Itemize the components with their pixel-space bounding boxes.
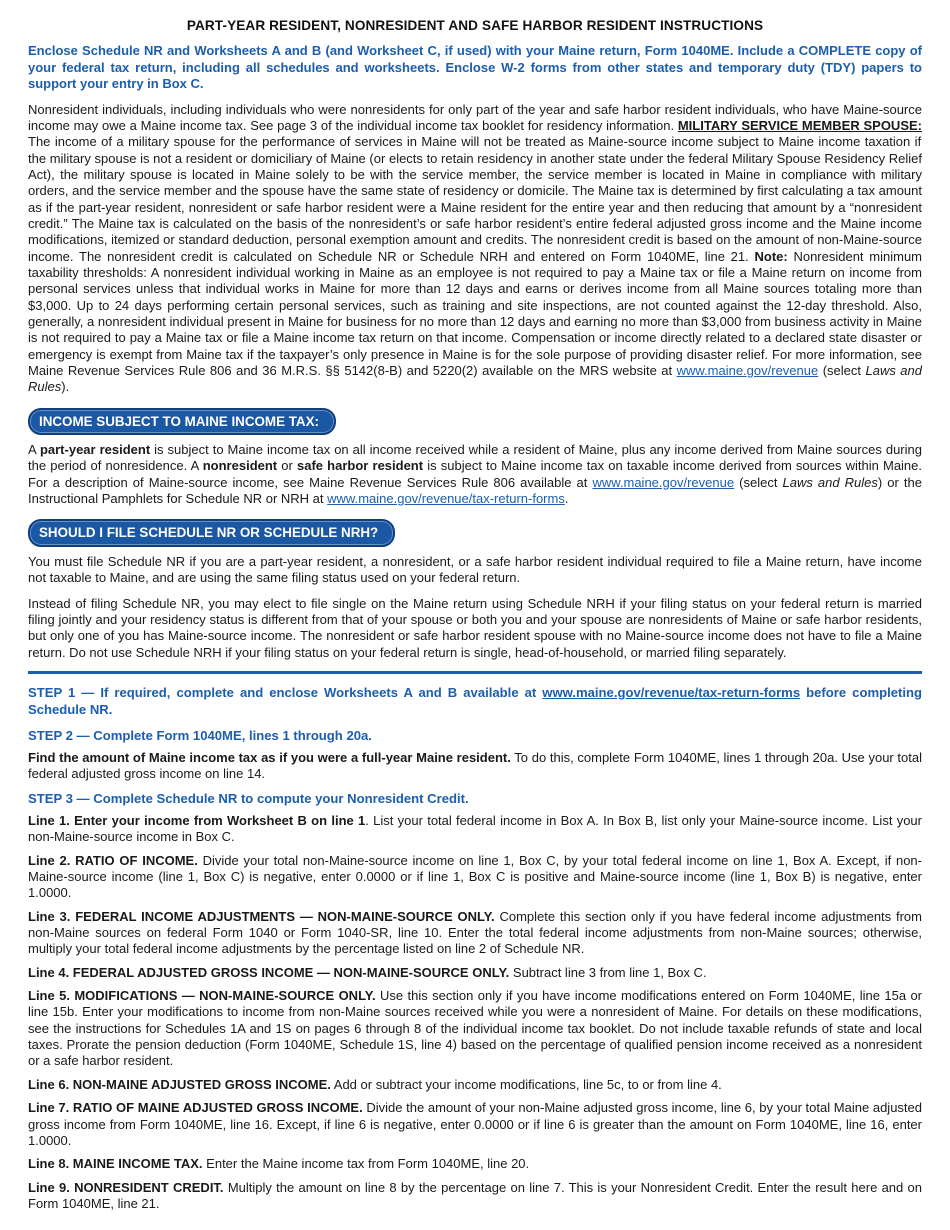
text-segment: (select: [818, 363, 866, 378]
text-segment: STEP 2 — Complete Form 1040ME, lines 1 through 20a.: [28, 728, 372, 744]
text-segment: Laws and Rules: [782, 474, 878, 490]
text-segment: or: [277, 458, 298, 474]
step-1-block: [28, 685, 922, 718]
text-segment: . List your total federal income in Box A. In Box B, list only your Maine-source income. List your non-Maine-source income in Box C.: [28, 813, 922, 845]
text-segment: Subtract line 3 from line 1, Box C.: [509, 964, 707, 980]
text-segment: Line 5. MODIFICATIONS — NON-MAINE-SOURCE ONLY.: [28, 988, 376, 1004]
section-income-subject: [28, 403, 922, 508]
text-segment: STEP 3 — Complete Schedule NR to compute your Nonresident Credit.: [28, 791, 469, 807]
text-segment: part-year resident: [39, 442, 151, 458]
text-segment: .: [564, 491, 569, 507]
intro-paragraph: [28, 102, 922, 396]
text-segment: Line 2. RATIO OF INCOME.: [28, 852, 198, 868]
page-title: PART-YEAR RESIDENT, NONRESIDENT AND SAFE HARBOR RESIDENT INSTRUCTIONS: [186, 18, 764, 33]
text-segment: Line 7. RATIO OF MAINE ADJUSTED GROSS INCOME.: [28, 1100, 363, 1116]
text-segment: Line 8. MAINE INCOME TAX.: [28, 1156, 203, 1172]
line-1-instruction: [28, 813, 922, 846]
step-3-block: [28, 791, 922, 1212]
text-segment: ) or the Instructional Pamphlets for Schedule NR or NRH at: [28, 474, 922, 507]
step-2-instruction: [28, 750, 922, 783]
income-subject-paragraph: [28, 442, 922, 507]
enclosure-notice: [28, 43, 922, 93]
should-i-file-paragraph-1: [28, 554, 922, 587]
line-3-instruction: [28, 909, 922, 958]
text-segment: is subject to Maine income tax on taxable income derived from sources within Maine. For a description of Maine-source income, see Maine Revenue Services Rule 806 available at: [28, 458, 923, 490]
text-segment: A: [28, 442, 40, 458]
text-segment: Line 6. NON-MAINE ADJUSTED GROSS INCOME.: [28, 1076, 331, 1092]
text-segment: Multiply the amount on line 8 by the percentage on line 7. This is your Nonresident Credit. Enter the result here and on Form 1040ME, line 21.: [28, 1179, 922, 1211]
text-segment: You must file Schedule NR if you are a part-year resident, a nonresident, or a safe harbor resident individual required to file a Maine return, have income not taxable to Maine, and are using the same filing status used on your federal return.: [28, 553, 922, 586]
section-header-should-i-file: SHOULD I FILE SCHEDULE NR OR SCHEDULE NRH?: [28, 519, 395, 546]
text-segment: MILITARY SERVICE MEMBER SPOUSE:: [677, 117, 922, 133]
step-3-heading: [28, 791, 922, 808]
text-segment: Find the amount of Maine income tax as if you were a full-year Maine resident.: [28, 749, 511, 765]
text-segment: safe harbor resident: [297, 458, 424, 474]
text-segment: Line 9. NONRESIDENT CREDIT.: [28, 1179, 224, 1195]
line-5-instruction: [28, 988, 922, 1070]
text-segment: The income of a military spouse for the performance of services in Maine will not be treated as Maine-source income subject to Maine income taxation if the military spouse is not a resident or domiciliary of Maine (or elects to retain residency in another state under the federal Military Spouse Residency Relief Act), the military spouse is located in Maine solely to be with the service member, the service member is located in Maine in compliance with military orders, and the service member and the spouse have the same state of residency or domicile. The Maine tax is determined by first calculating a tax amount as if the part-year resident, nonresident or safe harbor resident were a Maine resident for the entire year and then reducing that amount by a “nonresident credit.” The Maine tax is calculated on the basis of the nonresident’s or safe harbor resident’s entire federal adjusted gross income and the Maine income modifications, itemized or standard deduction, personal exemption amount and credits. The nonresident credit is based on the amount of non-Maine-source income. The nonresident credit is calculated on Schedule NR or Schedule NRH and entered on Form 1040ME, line 21.: [28, 134, 922, 264]
text-segment: To do this, complete Form 1040ME, lines 1 through 20a. Use your total federal adjusted gross income on line 14.: [28, 749, 923, 782]
text-segment: Line 1. Enter your income from Worksheet B on line 1: [28, 813, 366, 828]
text-segment: Complete this section only if you have federal income adjustments from non-Maine sources on federal Form 1040 or Form 1040-SR, line 10. Enter the total federal income adjustments from non-Maine sources; otherwise, multiply your total federal income adjustments by the percentage listed on line 2 of Schedule NR.: [28, 908, 922, 957]
line-6-instruction: [28, 1077, 922, 1093]
text-segment: (select: [734, 474, 783, 490]
text-segment: Line 4. FEDERAL ADJUSTED GROSS INCOME — NON-MAINE-SOURCE ONLY.: [28, 964, 510, 980]
text-segment: Use this section only if you have income modifications entered on Form 1040ME, line 15a or line 15b. Enter your modifications to income from non-Maine sources received while you were a nonresident of Maine. For details on these modifications, see the instructions for Schedules 1A and 1S on pages 6 through 8 of the individual income tax booklet. Do not include taxable refunds of state and local taxes. Prorate the pension deduction (Form 1040ME, Schedule 1S, line 4) based on the percentage of qualified pension income received as a nonresident or a safe harbor resident.: [28, 988, 922, 1069]
text-segment: is subject to Maine income tax on all income received while a resident of Maine, plus any income derived from Maine sources during the period of nonresidence. A: [28, 442, 922, 474]
step-2-block: [28, 728, 922, 782]
text-segment: Instead of filing Schedule NR, you may elect to file single on the Maine return using Schedule NRH if your filing status on your federal return is married filing jointly and your residency status is different from that of your spouse or both you and your spouse are nonresidents of Maine or safe harbor residents, but only one of you has Maine-source income. The nonresident or safe harbor resident spouse with no Maine-source income does not have to file a Maine return. Do not use Schedule NRH if your filing status on your federal return is single, head-of-household, or married filing separately.: [28, 595, 922, 660]
text-segment: nonresident: [202, 458, 278, 474]
inline-link[interactable]: www.maine.gov/revenue: [676, 363, 819, 378]
line-9-instruction: [28, 1180, 922, 1213]
line-8-instruction: [28, 1156, 922, 1172]
text-segment: Note:: [754, 248, 788, 264]
text-segment: Nonresident minimum taxability thresholds: A nonresident individual working in Maine as an employee is not required to pay a Maine tax or file a Maine return on income from personal services unless that individual works in Maine for more than 12 days and earns or derives income from all Maine sources totaling more than $3,000. Up to 24 days performing certain personal services, such as training and site inspections, are not counted against the 12-day threshold. Also, generally, a nonresident individual present in Maine for business for no more than 12 days and earning no more than $3,000 from business activity in Maine is not required to pay a Maine tax or file a Maine income tax return on that income. Compensation or income directly related to a declared state disaster or emergency is exempt from Maine tax if the taxpayer’s only presence in Maine is for the sole purpose of providing disaster relief. For more information, see Maine Revenue Services Rule 806 and 36 M.R.S. §§ 5142(8-B) and 5220(2) available on the MRS website at: [28, 248, 922, 378]
text-segment: Laws and Rules: [28, 363, 922, 395]
line-2-instruction: [28, 853, 922, 902]
line-4-instruction: [28, 965, 922, 981]
text-segment: Add or subtract your income modifications, line 5c, to or from line 4.: [330, 1076, 722, 1092]
text-segment: ).: [61, 379, 70, 395]
inline-link[interactable]: www.maine.gov/revenue/tax-return-forms: [327, 491, 565, 507]
text-segment: Nonresident individuals, including individuals who were nonresidents for only part of the year and safe harbor resident individuals, who have Maine-source income may owe a Maine income tax. See page 3 of the individual income tax booklet for residency information.: [28, 101, 922, 133]
text-segment: Divide your total non-Maine-source income on line 1, Box C, by your total federal income on line 1, Box A. Except, if non-Maine-source income (line 1, Box C) is negative, enter 0.0000 or if line 1, Box C is positive and Maine-source income (line 1, Box B) is negative, enter 1.0000.: [28, 852, 922, 901]
text-segment: Line 3. FEDERAL INCOME ADJUSTMENTS — NON-MAINE-SOURCE ONLY.: [28, 908, 495, 924]
should-i-file-paragraph-2: [28, 596, 922, 661]
text-segment: Enter the Maine income tax from Form 1040ME, line 20.: [202, 1156, 530, 1172]
inline-link[interactable]: www.maine.gov/revenue: [592, 474, 735, 490]
section-header-income-subject: INCOME SUBJECT TO MAINE INCOME TAX:: [28, 408, 336, 435]
inline-link[interactable]: www.maine.gov/revenue/tax-return-forms: [542, 684, 801, 700]
step-2-heading: [28, 728, 922, 745]
section-divider: [28, 671, 922, 674]
text-segment: before completing Schedule NR.: [28, 684, 922, 717]
text-segment: Divide the amount of your non-Maine adjusted gross income, line 6, by your total Maine adjusted gross income from Form 1040ME, line 16. Except, if line 6 is negative, enter 0.0000 or if line 6 is greater than the amount on Form 1040ME, line 16, enter 1.0000.: [28, 1100, 922, 1148]
text-segment: Enclose Schedule NR and Worksheets A and B (and Worksheet C, if used) with your Maine return, Form 1040ME. Include a COMPLETE copy of your federal tax return, including all schedules and worksheets. Enclose W-2 forms from other states and temporary duty (TDY) papers to support your entry in Box C.: [28, 43, 922, 91]
section-should-i-file: [28, 514, 922, 660]
text-segment: STEP 1 — If required, complete and enclose Worksheets A and B available at: [28, 684, 543, 700]
line-7-instruction: [28, 1100, 922, 1149]
step-1-heading: [28, 685, 922, 718]
